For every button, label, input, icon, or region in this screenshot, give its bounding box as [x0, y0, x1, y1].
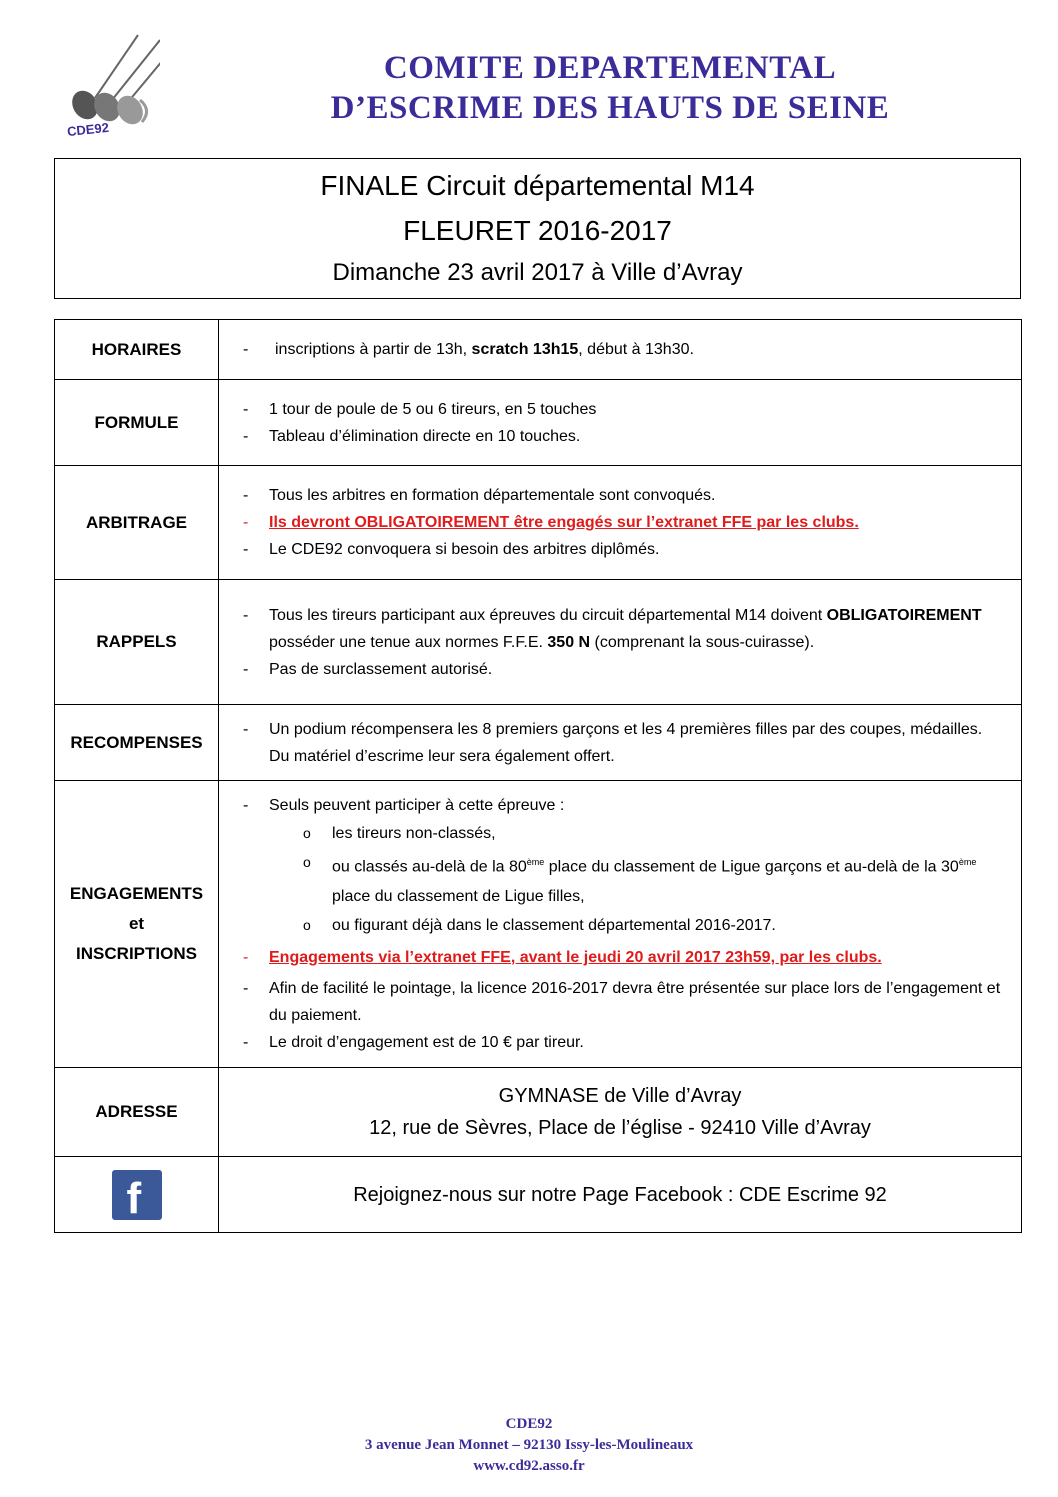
row-formule [55, 380, 1022, 466]
row-rappels [55, 580, 1022, 705]
event-date-place: Dimanche 23 avril 2017 à Ville d’Avray [332, 259, 743, 286]
row-label: ENGAGEMENTS et INSCRIPTIONS [55, 781, 219, 1068]
row-adresse [55, 1068, 1022, 1157]
row-label: RECOMPENSES [55, 705, 219, 781]
event-title-box [54, 158, 1021, 299]
list-item: - Ils devront OBLIGATOIREMENT être engagés sur l’extranet FFE par les clubs. [243, 514, 859, 531]
row-engagements [55, 781, 1022, 1068]
footer [0, 1414, 1058, 1477]
org-line-1: COMITE DEPARTEMENTAL [383, 50, 837, 86]
facebook-icon[interactable]: f [112, 1170, 162, 1220]
event-title: FINALE Circuit départemental M14 [320, 170, 755, 201]
list-item: - 1 tour de poule de 5 ou 6 tireurs, en 5 touches [243, 400, 597, 418]
list-item: - Le droit d’engagement est de 10 € par tireur. [243, 1033, 584, 1051]
row-facebook [55, 1157, 1022, 1233]
row-label: FORMULE [55, 380, 219, 466]
footer-website-link[interactable]: www.cd92.asso.fr [473, 1458, 585, 1474]
venue-name: GYMNASE de Ville d’Avray [498, 1085, 742, 1107]
sub-list-item: o ou figurant déjà dans le classement départemental 2016-2017. [303, 916, 776, 934]
list-item: - Seuls peuvent participer à cette épreuve : [243, 797, 565, 815]
row-horaires: HORAIRES - inscriptions à partir de 13h, scratch 13h15, début à 13h30. [55, 320, 1022, 380]
sub-list-item: o les tireurs non-classés, [303, 825, 496, 843]
list-item: - Un podium récompensera les 8 premiers garçons et les 4 premières filles par des coupes, médailles. Du matériel d’escrime leur sera également offert. [243, 720, 983, 765]
row-arbitrage [55, 466, 1022, 580]
list-item: - Pas de surclassement autorisé. [243, 660, 493, 678]
event-weapon-season: FLEURET 2016-2017 [403, 215, 672, 246]
list-item: - Tous les arbitres en formation départementale sont convoqués. [243, 487, 716, 504]
org-line-2: D’ESCRIME DES HAUTS DE SEINE [330, 90, 890, 126]
list-item: - Le CDE92 convoquera si besoin des arbitres diplômés. [243, 541, 660, 558]
row-label: ADRESSE [55, 1068, 219, 1157]
organisation-header [240, 48, 980, 128]
row-label: ARBITRAGE [55, 466, 219, 580]
row-label: RAPPELS [55, 580, 219, 705]
venue-address: 12, rue de Sèvres, Place de l’église - 92410 Ville d’Avray [369, 1117, 871, 1139]
list-item: - Engagements via l’extranet FFE, avant le jeudi 20 avril 2017 23h59, par les clubs. [243, 948, 882, 966]
list-item: - Tableau d’élimination directe en 10 touches. [243, 427, 581, 445]
info-table [54, 319, 1022, 1233]
logo-text: CDE92 [66, 119, 110, 140]
list-item: - Tous les tireurs participant aux épreuves du circuit départemental M14 doivent OBLIGATOIREMENT posséder une tenue aux normes F.F.E. 350 N (comprenant la sous-cuirasse). [243, 606, 982, 651]
sub-list-item: o ou classés au-delà de la 80ème place du classement de Ligue garçons et au-delà de la 30ème place du classement de Ligue filles, [303, 854, 977, 905]
facebook-text: Rejoignez-nous sur notre Page Facebook : CDE Escrime 92 [219, 1157, 1022, 1233]
footer-address: 3 avenue Jean Monnet – 92130 Issy-les-Moulineaux [364, 1437, 694, 1453]
row-label: HORAIRES [55, 320, 219, 380]
list-item: - Afin de facilité le pointage, la licence 2016-2017 devra être présentée sur place lors de l’engagement et du paiement. [243, 979, 1001, 1024]
cde92-logo [60, 30, 160, 140]
footer-org: CDE92 [505, 1416, 553, 1432]
row-recompenses [55, 705, 1022, 781]
